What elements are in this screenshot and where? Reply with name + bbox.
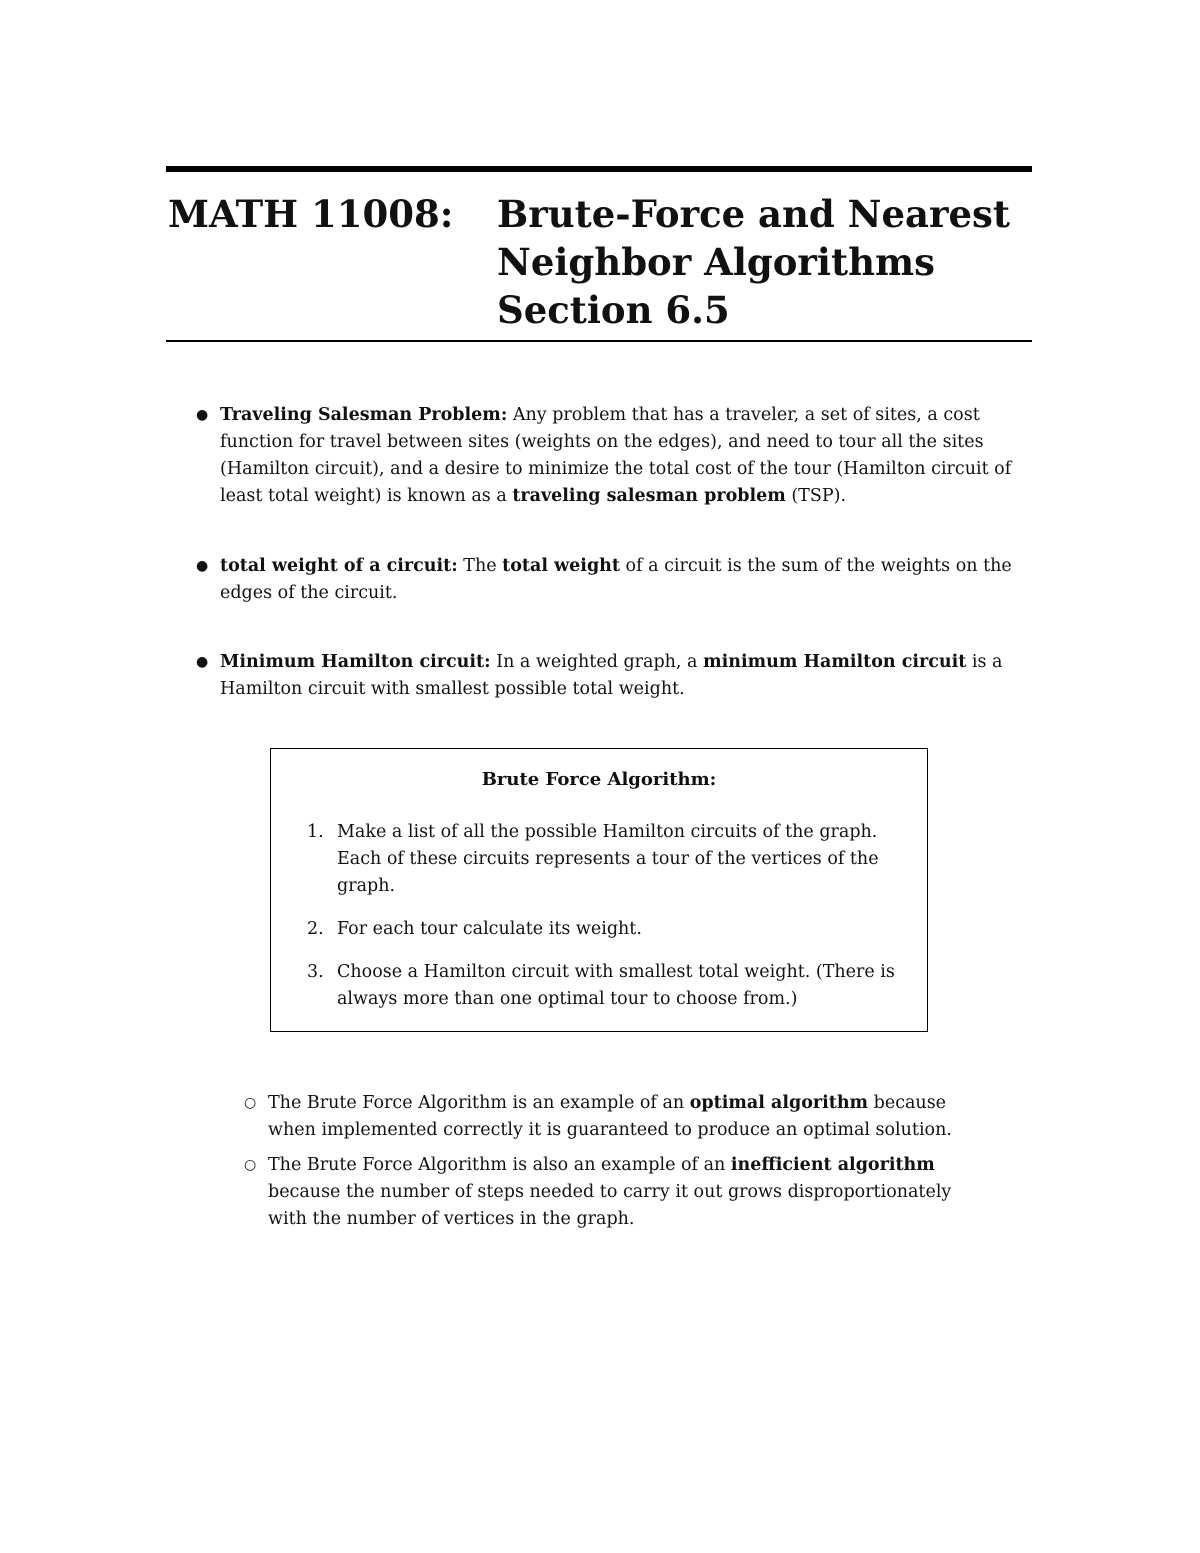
note-inefficient-algorithm <box>244 1152 988 1233</box>
definition-term: total weight of a circuit: <box>220 556 458 576</box>
definition-text-end: (TSP). <box>785 486 847 506</box>
definition-emphasis: total weight <box>502 556 620 576</box>
note-text: The Brute Force Algorithm is an example of an <box>268 1093 690 1113</box>
bullet-icon: ● <box>196 654 209 670</box>
header-rule-top <box>166 166 1032 172</box>
brute-force-algorithm-box <box>270 748 928 1032</box>
note-text-end: because the number of steps needed to carry it out grows disproportionately with the number of vertices in the graph. <box>268 1182 952 1229</box>
note-text: The Brute Force Algorithm is also an example of an <box>268 1155 731 1175</box>
step-number: 3. <box>307 962 324 982</box>
definition-text: In a weighted graph, a <box>490 652 704 672</box>
title-line-1: Brute-Force and Nearest <box>497 192 1010 236</box>
definition-text: The <box>457 556 503 576</box>
circle-bullet-icon: ○ <box>244 1095 257 1111</box>
step-number: 2. <box>307 919 324 939</box>
definition-term: Traveling Salesman Problem: <box>220 405 508 425</box>
title-line-3: Section 6.5 <box>497 288 730 332</box>
bullet-icon: ● <box>196 407 209 423</box>
algorithm-title: Brute Force Algorithm: <box>481 769 717 790</box>
note-emphasis: optimal algorithm <box>689 1093 869 1113</box>
definition-emphasis: traveling salesman problem <box>512 486 786 506</box>
algorithm-step-2 <box>307 916 919 943</box>
step-text: For each tour calculate its weight. <box>337 919 642 939</box>
note-text-end: because when implemented correctly it is guaranteed to produce an optimal solution. <box>268 1093 952 1140</box>
definition-tsp <box>196 402 1038 510</box>
definition-emphasis: minimum Hamilton circuit <box>703 652 967 672</box>
header-rule-bottom <box>166 340 1032 342</box>
circle-bullet-icon: ○ <box>244 1157 257 1173</box>
step-text: Make a list of all the possible Hamilton circuits of the graph. Each of these circuits represents a tour of the vertices of the graph. <box>337 822 879 896</box>
note-emphasis: inefficient algorithm <box>730 1155 935 1175</box>
step-text: Choose a Hamilton circuit with smallest total weight. (There is always more than one optimal tour to choose from.) <box>337 962 895 1009</box>
definition-text-end: is a Hamilton circuit with smallest possible total weight. <box>220 652 1003 699</box>
definition-term: Minimum Hamilton circuit: <box>220 652 491 672</box>
course-code: MATH 11008: <box>168 192 454 236</box>
definition-total-weight <box>196 553 1038 607</box>
definition-text: Any problem that has a traveler, a set of sites, a cost function for travel between sites (weights on the edges), and need to tour all the sites (Hamilton circuit), and a desire to minimize the total cost of the tour (Hamilton circuit of least total weight) is known as a <box>220 405 1012 506</box>
definition-text-end: of a circuit is the sum of the weights on the edges of the circuit. <box>220 556 1012 603</box>
bullet-icon: ● <box>196 558 209 574</box>
page-title <box>497 190 1010 334</box>
algorithm-step-1 <box>307 819 919 900</box>
title-line-2: Neighbor Algorithms <box>497 240 935 284</box>
step-number: 1. <box>307 822 324 842</box>
note-optimal-algorithm <box>244 1090 988 1144</box>
algorithm-step-3 <box>307 959 919 1013</box>
definition-minimum-hamilton <box>196 649 1038 703</box>
